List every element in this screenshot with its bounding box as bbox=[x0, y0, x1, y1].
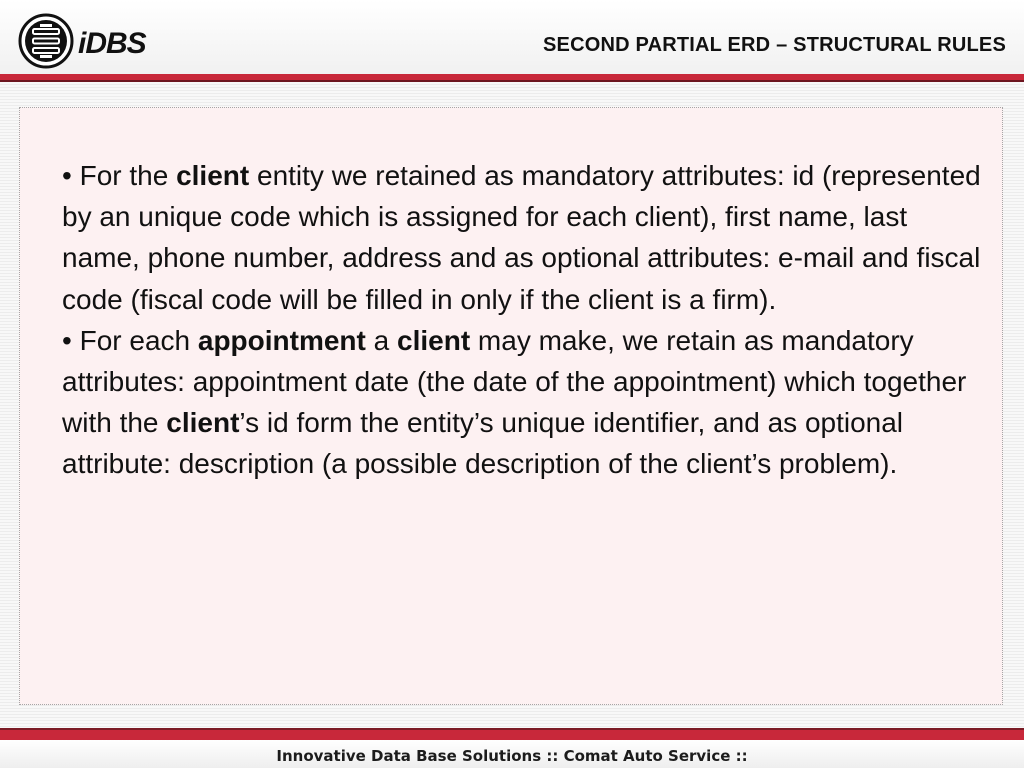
bold-term: client bbox=[166, 407, 240, 439]
database-disk-logo-icon bbox=[18, 13, 178, 69]
logo-text: iDBS bbox=[78, 27, 146, 60]
text-run: a bbox=[365, 324, 398, 356]
text-run: For the bbox=[79, 160, 177, 191]
bullet: • bbox=[62, 160, 80, 191]
content-text bbox=[62, 155, 982, 485]
footer-divider bbox=[0, 730, 1024, 740]
paragraph-client bbox=[62, 155, 982, 320]
bullet: • bbox=[62, 324, 80, 356]
logo bbox=[18, 13, 178, 69]
text-run: entity we retained as mandatory attributes: id (represented by an unique code which is assigned for each client), first name, last name, phone number, address and as optional attributes: e-mail and fiscal code (fiscal code will be filled in only if the client is a firm). bbox=[62, 160, 981, 315]
text-run: For each bbox=[79, 324, 198, 356]
bold-term: client bbox=[397, 324, 471, 356]
paragraph-appointment bbox=[62, 320, 982, 485]
bold-term: appointment bbox=[197, 324, 366, 356]
footer-text: Innovative Data Base Solutions :: Comat Auto Service :: bbox=[276, 747, 748, 765]
text-run: ’s id form the entity’s unique identifier, and as optional attribute: description (a possible description of the client’s problem). bbox=[62, 407, 904, 480]
slide-title: SECOND PARTIAL ERD – STRUCTURAL RULES bbox=[543, 34, 1006, 56]
bold-term: client bbox=[176, 160, 250, 191]
text-run: may make, we retain as mandatory attributes: appointment date (the date of the appointment) which together with the bbox=[62, 324, 967, 439]
